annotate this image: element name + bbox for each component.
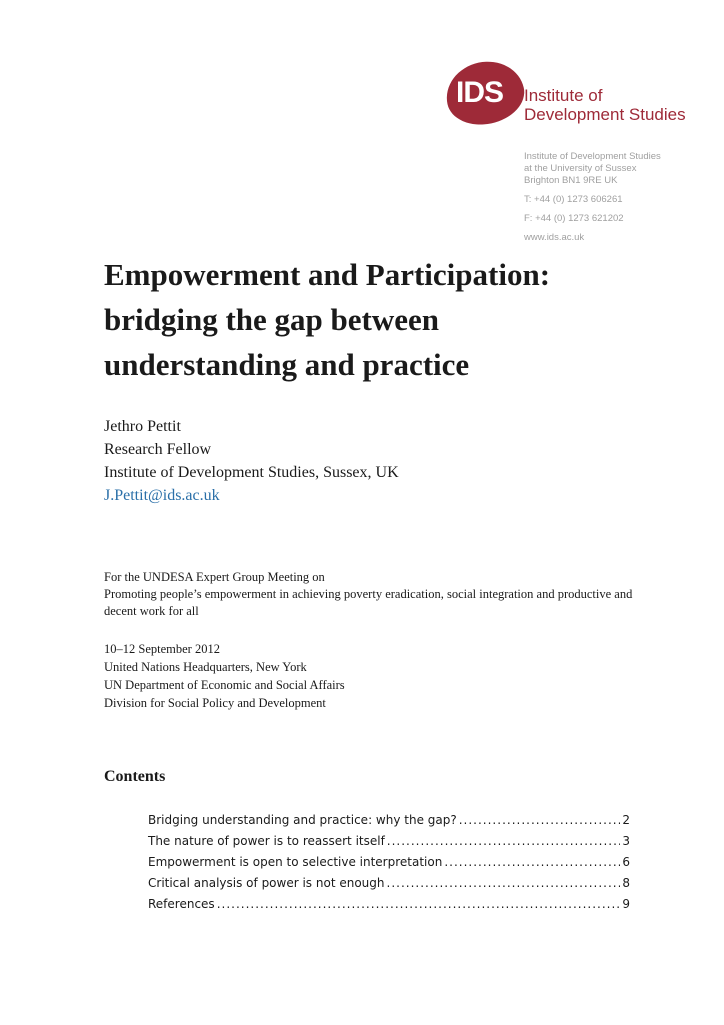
logo-name-line2: Development Studies <box>524 105 686 124</box>
paper-title <box>104 252 550 387</box>
address-line2: at the University of Sussex <box>524 163 637 174</box>
toc-entry-page: 6 <box>622 855 630 869</box>
meeting-line1: For the UNDESA Expert Group Meeting on <box>104 570 325 584</box>
toc-entry-title: References <box>148 897 215 911</box>
toc-entry[interactable] <box>148 876 630 897</box>
address-gap <box>524 187 661 194</box>
event-division: Division for Social Policy and Development <box>104 696 326 710</box>
meeting-line2: Promoting people’s empowerment in achieving poverty eradication, social integration and productive and decent work for all <box>104 587 633 618</box>
toc-entry-title: Critical analysis of power is not enough <box>148 876 385 890</box>
toc-leader <box>459 813 621 827</box>
toc-entry[interactable] <box>148 834 630 855</box>
address-gap <box>524 206 661 213</box>
logo-name <box>524 86 686 124</box>
address-line3: Brighton BN1 9RE UK <box>524 175 618 186</box>
logo-name-line1: Institute of <box>524 86 603 105</box>
address-fax: F: +44 (0) 1273 621202 <box>524 213 624 224</box>
ids-logo <box>446 62 686 132</box>
address-phone: T: +44 (0) 1273 606261 <box>524 194 623 205</box>
event-department: UN Department of Economic and Social Affairs <box>104 678 345 692</box>
address-gap <box>524 225 661 232</box>
event-venue: United Nations Headquarters, New York <box>104 660 307 674</box>
address-web: www.ids.ac.uk <box>524 232 585 243</box>
author-affiliation: Institute of Development Studies, Sussex, UK <box>104 464 399 481</box>
toc-leader <box>444 855 620 869</box>
logo-mark: IDS <box>456 76 504 109</box>
title-line2: bridging the gap between <box>104 302 439 337</box>
author-email-link[interactable]: J.Pettit@ids.ac.uk <box>104 487 220 504</box>
toc-entry-page: 2 <box>622 813 630 827</box>
author-role: Research Fellow <box>104 441 212 458</box>
meeting-info <box>104 569 664 620</box>
toc-entry-page: 8 <box>622 876 630 890</box>
institute-address <box>524 151 661 244</box>
event-dates: 10–12 September 2012 <box>104 642 220 656</box>
toc-entry[interactable] <box>148 855 630 876</box>
table-of-contents <box>148 813 630 918</box>
toc-leader <box>217 897 621 911</box>
toc-entry-page: 3 <box>622 834 630 848</box>
title-line3: understanding and practice <box>104 347 470 382</box>
toc-leader <box>387 834 621 848</box>
title-line1: Empowerment and Participation: <box>104 257 551 292</box>
author-block <box>104 415 399 507</box>
toc-entry-page: 9 <box>622 897 630 911</box>
author-name: Jethro Pettit <box>104 418 181 435</box>
toc-entry-title: Empowerment is open to selective interpretation <box>148 855 443 869</box>
toc-entry-title: Bridging understanding and practice: why the gap? <box>148 813 457 827</box>
contents-heading: Contents <box>104 768 166 785</box>
toc-entry-title: The nature of power is to reassert itself <box>148 834 385 848</box>
toc-leader <box>387 876 621 890</box>
toc-entry[interactable] <box>148 897 630 918</box>
event-details <box>104 640 345 712</box>
address-line1: Institute of Development Studies <box>524 151 661 162</box>
toc-entry[interactable] <box>148 813 630 834</box>
